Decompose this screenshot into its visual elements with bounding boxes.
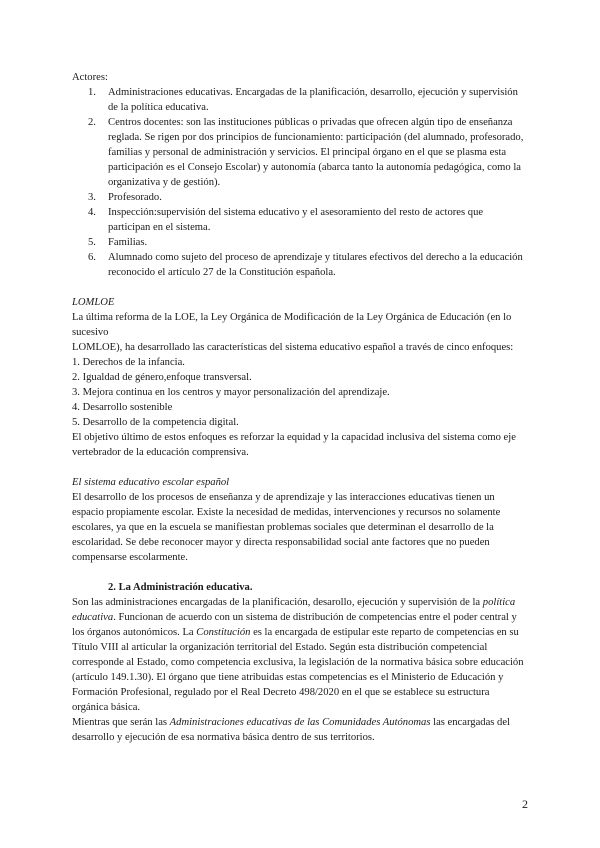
- enfoque-item: 1. Derechos de la infancia.: [72, 357, 185, 368]
- enfoque-item: 4. Desarrollo sostenible: [72, 402, 173, 413]
- sistema-title: El sistema educativo escolar español: [72, 477, 230, 488]
- enfoque-item: 3. Mejora continua en los centros y mayor personalización del aprendizaje.: [72, 387, 390, 398]
- list-item: 1. Administraciones educativas. Encargadas de la planificación, desarrollo, ejecución y supervisión de la política educativa.: [88, 87, 518, 113]
- actores-label: Actores:: [72, 72, 108, 83]
- enfoque-item: 2. Igualdad de género,enfoque transversal.: [72, 372, 252, 383]
- list-item: 5. Familias.: [88, 237, 148, 248]
- list-item: 3. Profesorado.: [88, 192, 162, 203]
- lomloe-intro-1: La última reforma de la LOE, la Ley Orgánica de Modificación de la Ley Orgánica de Educación (en lo sucesivo: [72, 312, 512, 338]
- administracion-heading: 2. La Administración educativa.: [108, 582, 253, 593]
- sistema-text: El desarrollo de los procesos de enseñanza y de aprendizaje y las interacciones educativas tienen un espacio propiamente escolar. Existe la necesidad de medidas, intervenciones y recursos no solamente escolares, ya que en la escuela se manifiestan problemas sociales que determinan el desarrollo de la escolaridad. Se debe reconocer mayor y directa responsabilidad social ante factores que no pueden compensarse escolarmente.: [72, 492, 501, 563]
- lomloe-conclusion: El objetivo último de estos enfoques es reforzar la equidad y la capacidad inclusiva del sistema como eje vertebrador de la educación comprensiva.: [72, 432, 516, 458]
- page-number: 2: [522, 797, 528, 811]
- list-item: 2. Centros docentes: son las instituciones públicas o privadas que ofrecen algún tipo de enseñanza reglada. Se rigen por dos principios de funcionamiento: participación (del alumnado, profesorado, familias y personal de administración y servicios. El principal órgano en el que se plasma esta participación es el Consejo Escolar) y autonomía (abarca tanto la autonomía pedagógica, como la organizativa y de gestión).: [88, 117, 524, 188]
- page-content: [72, 70, 528, 745]
- lomloe-intro-2: LOMLOE), ha desarrollado las características del sistema educativo español a través de cinco enfoques:: [72, 342, 514, 353]
- list-item: 6. Alumnado como sujeto del proceso de aprendizaje y titulares efectivos del derecho a la educación reconocido el artículo 27 de la Constitución española.: [88, 252, 523, 278]
- actores-list: [72, 85, 528, 280]
- enfoque-item: 5. Desarrollo de la competencia digital.: [72, 417, 239, 428]
- lomloe-title: LOMLOE: [72, 297, 115, 308]
- administracion-paragraph-1: Son las administraciones encargadas de la planificación, desarollo, ejecución y supervisión de la política educativa. Funcionan de acuerdo con un sistema de distribución de competencias entre el poder central y los órganos autonómicos. La Constitución es la encargada de estipular este reparto de competencias en su Título VIII al articular la organización territorial del Estado. Según esta distribución competencial corresponde al Estado, como competencia exclusiva, la legislación de la normativa básica sobre educación (artículo 149.1.30). El órgano que tiene atribuidas estas competencias es el Ministerio de Educación y Formación Profesional, regulado por el Real Decreto 498/2020 en el que se establece su estructura orgánica básica.: [72, 597, 524, 713]
- administracion-paragraph-2: Mientras que serán las Administraciones educativas de las Comunidades Autónomas las encargadas del desarrollo y ejecución de esa normativa básica dentro de sus territorios.: [72, 717, 510, 743]
- list-item: 4. Inspección:supervisión del sistema educativo y el asesoramiento del resto de actores que participan en el sistema.: [88, 207, 484, 233]
